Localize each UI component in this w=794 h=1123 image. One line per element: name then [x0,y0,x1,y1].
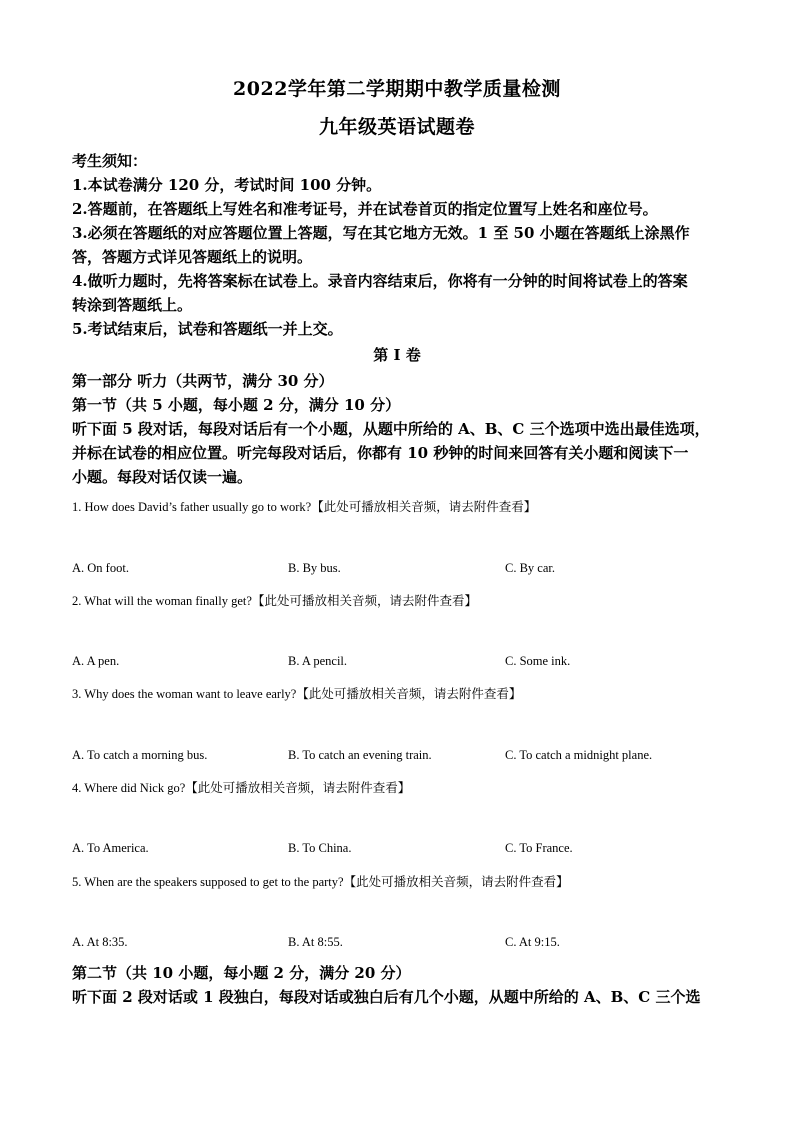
answer-options [72,654,726,672]
section-instructions: 听下面 2 段对话或 1 段独白，每段对话或独白后有几个小题，从题中所给的 A、B、C 三个选 [72,988,701,1006]
question-text: 3. Why does the woman want to leave early? [72,687,297,701]
answer-options [72,561,726,579]
audio-link[interactable]: 【此处可播放相关音频，请去附件查看】 [296,686,522,701]
notice-heading: 考生须知： [72,152,148,170]
option-c[interactable]: C. To France. [505,841,573,855]
option-a[interactable]: A. A pen. [72,654,120,668]
notice-line: 4.做听力题时，先将答案标在试卷上。录音内容结束后，你将有一分钟的时间将试卷上的答案 [72,272,688,290]
question-item [72,778,726,796]
notice-line: 5.考试结束后，试卷和答题纸一并上交。 [72,320,343,338]
notice-line: 1.本试卷满分 120 分，考试时间 100 分钟。 [72,176,382,194]
answer-options [72,748,726,766]
audio-link[interactable]: 【此处可播放相关音频，请去附件查看】 [311,499,537,514]
question-item [72,497,726,515]
option-c[interactable]: C. To catch a midnight plane. [505,748,653,762]
section-instructions: 听下面 5 段对话，每段对话后有一个小题，从题中所给的 A、B、C 三个选项中选出最佳选项， [72,420,710,438]
question-text: 2. What will the woman finally get? [72,594,252,608]
audio-link[interactable]: 【此处可播放相关音频，请去附件查看】 [343,874,569,889]
option-a[interactable]: A. On foot. [72,561,129,575]
option-b[interactable]: B. To catch an evening train. [288,748,432,762]
notice-line: 2.答题前，在答题纸上写姓名和准考证号，并在试卷首页的指定位置写上姓名和座位号。 [72,200,658,218]
answer-options [72,841,726,859]
section-instructions: 并标在试卷的相应位置。听完每段对话后，你都有 10 秒钟的时间来回答有关小题和阅读下一 [72,444,689,462]
option-b[interactable]: B. At 8:55. [288,935,343,949]
question-item [72,684,726,702]
notice-line: 答，答题方式详见答题纸上的说明。 [72,248,313,266]
question-item [72,872,726,890]
question-item [72,591,726,609]
option-c[interactable]: C. By car. [505,561,555,575]
option-c[interactable]: C. At 9:15. [505,935,560,949]
audio-link[interactable]: 【此处可播放相关音频，请去附件查看】 [251,593,477,608]
option-b[interactable]: B. By bus. [288,561,341,575]
option-c[interactable]: C. Some ink. [505,654,571,668]
question-text: 5. When are the speakers supposed to get to the party? [72,875,344,889]
option-a[interactable]: A. To America. [72,841,149,855]
option-a[interactable]: A. At 8:35. [72,935,128,949]
answer-options [72,935,726,953]
audio-link[interactable]: 【此处可播放相关音频，请去附件查看】 [185,780,411,795]
part-heading: 第一部分 听力（共两节，满分 30 分） [72,372,334,390]
question-text: 4. Where did Nick go? [72,781,186,795]
question-text: 1. How does David’s father usually go to work? [72,500,312,514]
option-a[interactable]: A. To catch a morning bus. [72,748,208,762]
section-heading: 第一节（共 5 小题，每小题 2 分，满分 10 分） [72,396,401,414]
option-b[interactable]: B. To China. [288,841,352,855]
page-title: 2022学年第二学期期中教学质量检测 [233,78,561,100]
volume-heading: 第 I 卷 [373,346,421,364]
option-b[interactable]: B. A pencil. [288,654,348,668]
page-subtitle: 九年级英语试题卷 [318,116,475,138]
notice-line: 转涂到答题纸上。 [72,296,193,314]
notice-line: 3.必须在答题纸的对应答题位置上答题，写在其它地方无效。1 至 50 小题在答题纸上涂黑作 [72,224,690,242]
section-heading: 第二节（共 10 小题，每小题 2 分，满分 20 分） [72,964,411,982]
section-instructions: 小题。每段对话仅读一遍。 [72,468,253,486]
